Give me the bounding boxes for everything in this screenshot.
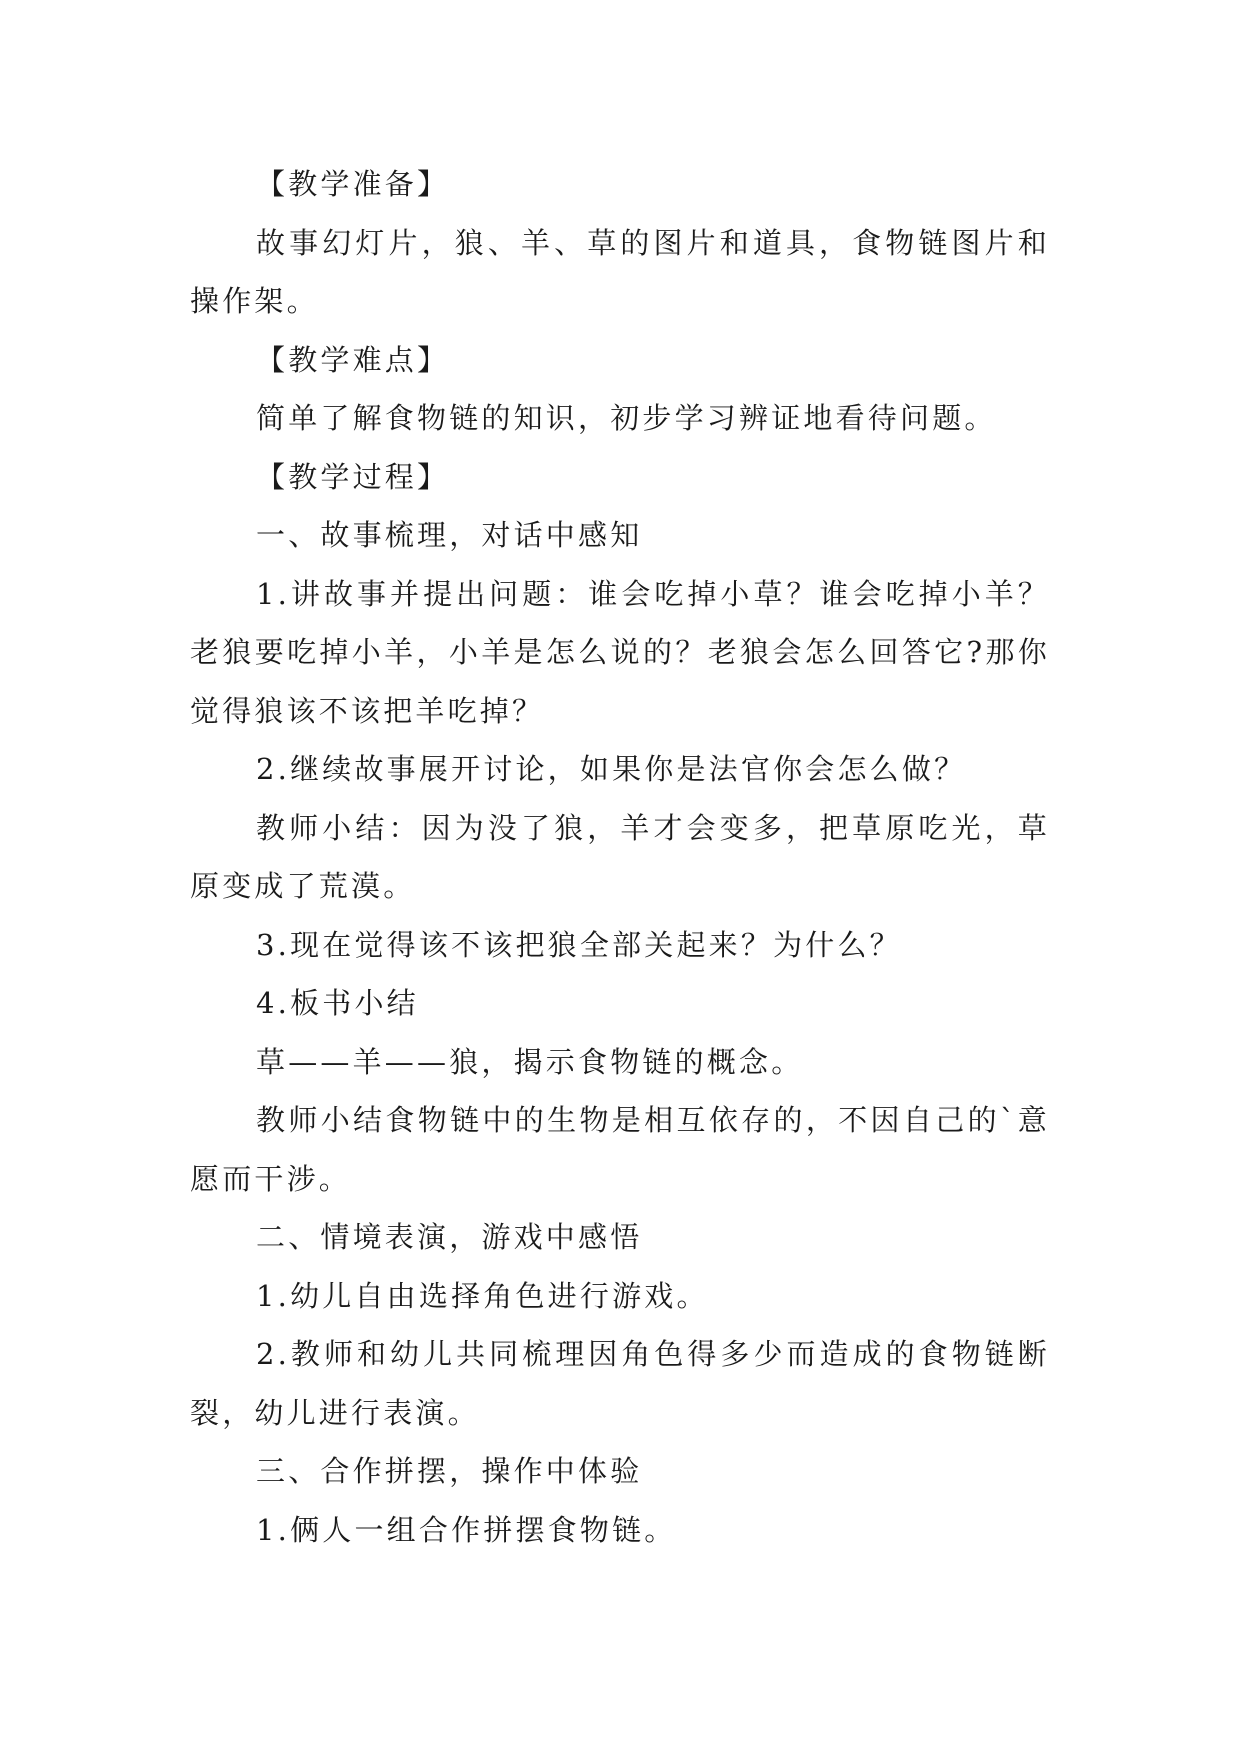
step-heading-story: 一、故事梳理，对话中感知 [256, 518, 643, 552]
step-heading-performance: 二、情境表演，游戏中感悟 [256, 1220, 643, 1254]
list-item-board-summary: 4.板书小结 [256, 986, 419, 1020]
list-item-pair-work: 1.俩人一组合作拼摆食物链。 [256, 1512, 677, 1547]
list-item-chain-break: 2.教师和幼儿共同梳理因角色得多少而造成的食物链断裂，幼儿进行表演。 [190, 1337, 1050, 1430]
section-heading-process: 【教学过程】 [256, 459, 450, 494]
section-heading-difficulty: 【教学难点】 [256, 342, 450, 377]
list-item-story-question: 1.讲故事并提出问题：谁会吃掉小草？谁会吃掉小羊？老狼要吃掉小羊，小羊是怎么说的？老狼会怎么回答它?那你觉得狼该不该把羊吃掉？ [190, 576, 1050, 728]
list-item-discussion: 2.继续故事展开讨论，如果你是法官你会怎么做？ [256, 752, 967, 786]
section-heading-preparation: 【教学准备】 [256, 167, 450, 201]
paragraph-difficulty: 简单了解食物链的知识，初步学习辨证地看待问题。 [256, 401, 997, 435]
paragraph-food-chain: 草——羊——狼，揭示食物链的概念。 [256, 1044, 804, 1079]
paragraph-teacher-summary-2: 教师小结食物链中的生物是相互依存的，不因自己的`意愿而干涉。 [190, 1103, 1050, 1196]
paragraph-teacher-summary-1: 教师小结：因为没了狼，羊才会变多，把草原吃光，草原变成了荒漠。 [190, 810, 1050, 903]
list-item-role-choice: 1.幼儿自由选择角色进行游戏。 [256, 1278, 709, 1313]
step-heading-cooperation: 三、合作拼摆，操作中体验 [256, 1454, 643, 1488]
list-item-wolf-question: 3.现在觉得该不该把狼全部关起来？为什么？ [256, 927, 902, 962]
document-body [190, 155, 1050, 1559]
paragraph-materials: 故事幻灯片，狼、羊、草的图片和道具，食物链图片和操作架。 [190, 225, 1050, 318]
